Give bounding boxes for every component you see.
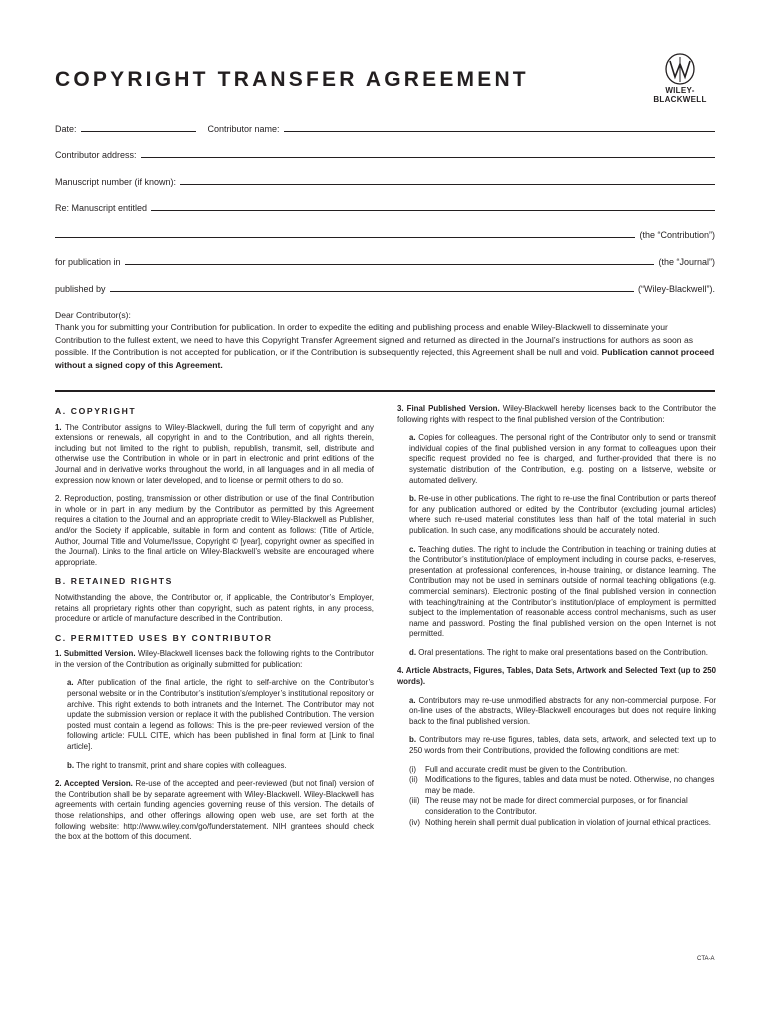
clause-c3-text: Wiley-Blackwell hereby licenses back to the Contributor the following rights with respect to the final published version of the Contribution: [397,404,716,424]
clause-c3a-text: Copies for colleagues. The personal right of the Contributor only to send or transmit individual copies of the final published version in any format to colleagues upon their specific request provided no fee is charged, and further-provided that there is no systematic distribution of the Contribution, e.g. posting on a listserve, website or automated delivery. [409,433,716,485]
journal-row [55,253,715,267]
clause-c4a [397,696,716,728]
section-c-heading: C. PERMITTED USES BY CONTRIBUTOR [55,632,273,643]
clause-c1-text: Wiley-Blackwell licenses back the following rights to the Contributor in the version of the Contribution as originally submitted for publication: [55,649,374,669]
clause-c4b-text: Contributors may re-use figures, tables, data sets, artwork, and selected text up to 250 words from their Contributions, provided the following conditions are met: [409,735,716,756]
clause-c1a-letter: a. [67,678,74,688]
clause-c4b-letter: b. [409,735,417,745]
clause-c4-title: 4. Article Abstracts, Figures, Tables, Data Sets, Artwork and Selected Text (up to 250 words). [397,666,716,687]
clause-c3b-letter: b. [409,494,417,504]
clause-c4a-letter: a. [409,695,416,705]
page-title: COPYRIGHT TRANSFER AGREEMENT [55,68,529,91]
clause-c3b-text: Re-use in other publications. The right to re-use the final Contribution or parts thereof for any publication authored or edited by the Contributor (excluding journal articles) where such re-used material constitutes less than half of the total material in such publication. In such case, any modifications should be accurately noted. [409,494,716,535]
salutation: Dear Contributor(s): [55,310,131,320]
conditions-list [397,765,716,829]
manuscript-number-field[interactable] [180,175,715,185]
section-b-heading: B. RETAINED RIGHTS [55,576,173,587]
section-divider [55,390,715,392]
publisher-field[interactable] [110,282,634,292]
clause-c1-title: 1. Submitted Version. [55,649,136,659]
publisher-suffix: (“Wiley-Blackwell”). [638,284,715,294]
intro-body: Thank you for submitting your Contribution for publication. In order to expedite the editing and publishing process and enable Wiley-Blackwell to disseminate your Contribution to the fullest extent, we need to have this Copyright Transfer Agreement signed and returned as directed in the Journal’s instructions for authors as soon as possible. If the Contribution is not accepted for publication, or if the Contribution is subsequently rejected, this Agreement shall be null and void. [55,322,694,358]
condition-text: Full and accurate credit must be given to the Contribution. [425,764,628,774]
clause-c3d [397,648,716,659]
journal-suffix: (the “Journal”) [658,257,715,267]
manuscript-entitled-label: Re: Manuscript entitled [55,203,148,213]
contributor-name-field[interactable] [284,122,715,132]
logo-text-line-2: BLACKWELL [653,95,707,104]
clause-c2 [55,779,374,843]
condition-number: (iv) [409,817,420,827]
contribution-row [55,226,715,240]
clause-c1 [55,649,374,670]
publisher-row [55,280,715,294]
clause-c3a [397,433,716,486]
clause-c3-title: 3. Final Published Version. [397,404,500,413]
clause-c4a-text: Contributors may re-use unmodified abstracts for any non-commercial purpose. For on-line uses of the abstracts, Wiley-Blackwell encourages but does not require linking back to the final published version. [409,695,716,726]
list-item [397,818,716,829]
list-item [397,775,716,796]
address-row [55,146,715,160]
manuscript-title-row [55,199,715,213]
journal-field[interactable] [125,255,655,265]
list-item [397,765,716,776]
condition-text: Nothing herein shall permit dual publication in violation of journal ethical practices. [425,817,711,827]
intro-body-block [55,321,715,371]
condition-number: (ii) [409,775,418,785]
publication-label: for publication in [55,257,121,267]
clause-c3c-text: Teaching duties. The right to include the Contribution in teaching or training duties at the Contributor’s institution/place of employment including in course packs, e-reserves, presentation at professional conferences, in-house training, or distance learning. The Contribution may not be used in seminars outside of normal teaching obligations (e.g. commercial seminars). Electronic posting of the final published version in connection with teaching/training at the Contributor’s institution/place of employment is permitted subject to the implementation of reasonable access control mechanisms, such as user name and password. Posting the final published version on the open Internet is not permitted. [409,544,716,639]
clause-c3d-text: Oral presentations. The right to make oral presentations based on the Contribution. [416,647,708,657]
clause-a1-text: The Contributor assigns to Wiley-Blackwell, during the full term of copyright and any extensions or renewals, all copyright in and to the Contribution, and all rights therein, including but not limited to the right to publish, republish, transmit, sell, distribute and otherwise use the Contribution in whole or in part in electronic and print editions of the Journal and in derivative works throughout the world, in all languages and in all media of expression now known or later developed, and to license or permit others to do so. [55,422,374,485]
clause-c1b-letter: b. [67,760,75,770]
wiley-blackwell-logo [640,52,720,108]
clause-a2: 2. Reproduction, posting, transmission or other distribution or use of the final Contribution in whole or in part in any medium by the Contributor as permitted by this Agreement requires a citation to the Journal and an appropriate credit to Wiley-Blackwell as Publisher, and/or the Society if applicable, suitable in form and content as follows: (Title of Article, Author, Journal Title and Volume/Issue, Copyright © [year], copyright owner as specified in the Journal). Links to the final article on Wiley-Blackwell’s website are encouraged where appropriate. [55,494,374,567]
clause-a1-number: 1. [55,422,62,432]
clause-c2-text: Re-use of the accepted and peer-reviewed (but not final) version of the Contribution shall be by separate agreement with Wiley-Blackwell. Wiley-Blackwell has agreements with certain funding agencies governing reuse of this version. The details of those relationships, and other offerings allowing open web use, are set forth at the following website: http://www.wiley.com/go/funderstatement. NIH grantees should check the box at the bottom of this document. [55,779,375,842]
manuscript-title-field[interactable] [151,201,715,211]
condition-number: (i) [409,764,417,774]
clause-c3b [397,494,716,536]
clause-c1a-text: After publication of the final article, the right to self-archive on the Contributor’s personal website or in the Contributor’s institution’s/employer’s institutional repository or archive. This right extends to both intranets and the Internet. The Contributor may not update the submission version or replace it with the published Contribution. The version posted must contain a legend as follows: This is the pre-peer reviewed version of the following article: FULL CITE, which has been published in final form at [Link to final article]. [67,678,374,752]
intro-paragraph [55,309,715,371]
clause-c4-heading [397,666,716,687]
clause-a1 [55,423,374,487]
clause-c3d-letter: d. [409,647,417,657]
contribution-suffix: (the “Contribution”) [639,230,715,240]
list-item [397,796,716,817]
intro-bold-notice: Publication cannot proceed without a signed copy of this Agreement. [55,347,715,370]
form-code: CTA-A [697,956,715,962]
clause-c1a [55,678,374,752]
manuscript-title-continued-field[interactable] [55,228,635,238]
clause-c1b [55,761,374,772]
date-label: Date: [55,124,77,134]
right-column [397,404,716,828]
clause-c1b-text: The right to transmit, print and share copies with colleagues. [74,760,287,770]
clause-c4b [397,735,716,756]
clause-c3a-letter: a. [409,433,416,443]
wiley-emblem-icon [640,52,720,86]
condition-text: Modifications to the figures, tables and data must be noted. Otherwise, no changes may be made. [425,775,715,795]
section-a-heading: A. COPYRIGHT [55,406,137,416]
date-field[interactable] [81,122,196,132]
date-name-row [55,120,715,134]
contributor-name-label: Contributor name: [207,124,280,134]
clause-c3c-letter: c. [409,544,416,554]
contributor-address-field[interactable] [141,148,715,158]
manuscript-number-label: Manuscript number (if known): [55,177,177,187]
manuscript-number-row [55,173,715,187]
clause-c2-title: 2. Accepted Version. [55,779,133,789]
contributor-address-label: Contributor address: [55,150,137,160]
left-column [55,404,374,851]
clause-c3 [397,404,716,425]
logo-text-line-1: WILEY- [665,86,695,95]
published-by-label: published by [55,284,106,294]
clause-b: Notwithstanding the above, the Contributor or, if applicable, the Contributor’s Employer, retains all proprietary rights other than copyright, such as patent rights, in any process, procedure or article of manufacture described in the Contribution. [55,592,374,624]
logo-text [640,86,720,104]
condition-text: The reuse may not be made for direct commercial purposes, or for financial consideration to the Contributor. [425,796,688,816]
clause-c3c [397,545,716,640]
condition-number: (iii) [409,796,420,806]
